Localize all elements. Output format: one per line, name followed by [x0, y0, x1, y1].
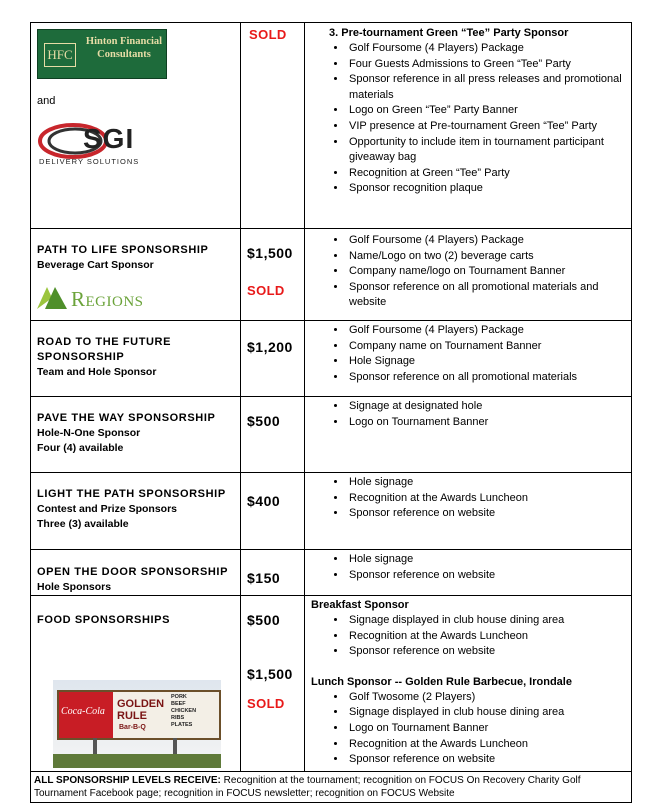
- list-item: • Hole Signage: [347, 354, 627, 370]
- benefits-cell: [305, 23, 632, 229]
- list-item: • Company name on Tournament Banner: [347, 339, 627, 355]
- list-item: • Logo on Tournament Banner: [347, 721, 627, 737]
- hfc-abbr: HFC: [44, 43, 76, 67]
- price: $400: [247, 493, 281, 509]
- list-item: • Sponsor reference on all promotional materials: [347, 370, 627, 386]
- list-item: • Signage displayed in club house dining area: [347, 613, 627, 629]
- benefit-list: [309, 475, 627, 522]
- sponsorship-name-cell: [31, 473, 241, 550]
- list-item: • Sponsor reference in all press releases and promotional materials: [347, 72, 627, 103]
- benefit-list: [309, 233, 627, 311]
- list-item: • Sponsor reference on all promotional materials and website: [347, 280, 627, 311]
- list-item: • Recognition at Green “Tee” Party: [347, 166, 627, 182]
- sold-label: SOLD: [247, 696, 285, 711]
- list-item: • Signage displayed in club house dining area: [347, 705, 627, 721]
- list-item: • Hole signage: [347, 475, 627, 491]
- price-cell: [241, 229, 305, 321]
- footer-cell: [31, 772, 632, 803]
- footer-label: ALL SPONSORSHIP LEVELS RECEIVE:: [34, 775, 221, 786]
- table-row: [31, 229, 632, 321]
- billboard-trees: [53, 754, 221, 768]
- sponsorship-name-cell: [31, 229, 241, 321]
- regions-name: Regions: [71, 287, 144, 311]
- sponsorship-title: OPEN THE DOOR SPONSORSHIP: [37, 566, 229, 578]
- list-item: • Hole signage: [347, 552, 627, 568]
- price: $1,500: [247, 245, 293, 261]
- golden-rule-name: GOLDEN RULE: [117, 698, 165, 722]
- benefits-cell: [305, 229, 632, 321]
- sgi-name: SGI: [83, 123, 135, 154]
- price-cell: [241, 473, 305, 550]
- price-cell: [241, 321, 305, 397]
- list-item: • Signage at designated hole: [347, 399, 627, 415]
- benefit-list: [309, 552, 627, 583]
- price-cell: [241, 596, 305, 772]
- table-row: [31, 772, 632, 803]
- coke-panel: [59, 692, 113, 738]
- sgi-tagline: DELIVERY SOLUTIONS: [39, 157, 140, 166]
- breakfast-heading: Breakfast Sponsor: [311, 599, 409, 611]
- list-item: • Sponsor reference on website: [347, 752, 627, 768]
- sponsor-logos-cell: [31, 23, 241, 229]
- table-row: [31, 23, 632, 229]
- price-cell: [241, 397, 305, 473]
- hfc-logo: [37, 29, 167, 79]
- benefits-cell: [305, 473, 632, 550]
- regions-triangle-icon: [37, 287, 67, 309]
- benefit-list: [309, 399, 627, 430]
- menu-item: BEEF: [171, 701, 186, 707]
- list-item: • Sponsor reference on website: [347, 506, 627, 522]
- table-row: [31, 321, 632, 397]
- menu-item: RIBS: [171, 715, 185, 721]
- menu-item: PORK: [171, 694, 187, 700]
- breakfast-list: [311, 613, 627, 660]
- price-cell: [241, 550, 305, 596]
- list-item: • Recognition at the Awards Luncheon: [347, 629, 627, 645]
- sponsorship-title: PATH TO LIFE SPONSORSHIP: [37, 244, 209, 256]
- price: $150: [247, 570, 281, 586]
- list-item: • Sponsor recognition plaque: [347, 181, 627, 197]
- sponsorship-table: [30, 22, 632, 803]
- list-item: • VIP presence at Pre-tournament Green “Tee” Party: [347, 119, 627, 135]
- list-item: • Opportunity to include item in tournament participant giveaway bag: [347, 135, 627, 166]
- billboard-sign: [57, 690, 221, 740]
- sponsorship-title: ROAD TO THE FUTURE SPONSORSHIP: [37, 336, 172, 363]
- benefits-cell: [305, 596, 632, 772]
- sponsorship-name-cell: [31, 550, 241, 596]
- table-row: [31, 397, 632, 473]
- sold-label: SOLD: [249, 27, 287, 42]
- list-item: • Recognition at the Awards Luncheon: [347, 491, 627, 507]
- list-item: • Sponsor reference on website: [347, 644, 627, 660]
- benefit-list: [309, 323, 627, 385]
- menu-panel: [171, 694, 215, 729]
- menu-item: PLATES: [171, 722, 193, 728]
- list-item: • Four Guests Admissions to Green “Tee” Party: [347, 57, 627, 73]
- sponsorship-title: LIGHT THE PATH SPONSORSHIP: [37, 488, 226, 500]
- benefits-cell: [305, 550, 632, 596]
- price: $1,200: [247, 339, 293, 355]
- lunch-list: [311, 690, 627, 768]
- sponsorship-subtitle: Hole Sponsors: [37, 581, 112, 593]
- lunch-heading: Lunch Sponsor -- Golden Rule Barbecue, Irondale: [311, 675, 572, 688]
- sponsorship-subtitle: Contest and Prize Sponsors: [37, 503, 178, 515]
- sgi-logo: [37, 119, 167, 169]
- sold-label: SOLD: [247, 283, 285, 298]
- hfc-name: Hinton Financial Consultants: [85, 36, 163, 60]
- golden-rule-sub: Bar-B-Q: [119, 724, 146, 731]
- benefits-cell: [305, 321, 632, 397]
- list-item: • Sponsor reference on website: [347, 568, 627, 584]
- sponsorship-subtitle: Hole-N-One Sponsor: [37, 427, 141, 439]
- golden-rule-billboard: [53, 680, 221, 768]
- sponsorship-name-cell: [31, 596, 241, 772]
- sponsorship-subtitle: Beverage Cart Sponsor: [37, 259, 154, 271]
- menu-item: CHICKEN: [171, 708, 197, 714]
- list-item: • Golf Foursome (4 Players) Package: [347, 41, 627, 57]
- and-text: and: [37, 95, 56, 107]
- list-item: • Company name/logo on Tournament Banner: [347, 264, 627, 280]
- price-breakfast: $500: [247, 612, 281, 628]
- list-item: • Logo on Tournament Banner: [347, 415, 627, 431]
- price: $500: [247, 413, 281, 429]
- table-row: [31, 550, 632, 596]
- sponsorship-availability: Three (3) available: [37, 518, 129, 530]
- list-item: • Name/Logo on two (2) beverage carts: [347, 249, 627, 265]
- sponsorship-title: FOOD SPONSORSHIPS: [37, 614, 171, 626]
- list-item: • Logo on Green “Tee” Party Banner: [347, 103, 627, 119]
- benefit-heading: 3. Pre-tournament Green “Tee” Party Sponsor: [329, 27, 569, 39]
- footer-text: Recognition at the tournament; recognition on FOCUS On Recovery Charity Golf Tournament Facebook page; recognition in FOCUS newsletter; recognition on FOCUS Website: [34, 775, 581, 799]
- coke-brand: Coca-Cola: [61, 706, 105, 717]
- list-item: • Recognition at the Awards Luncheon: [347, 737, 627, 753]
- list-item: • Golf Foursome (4 Players) Package: [347, 323, 627, 339]
- sponsorship-name-cell: [31, 397, 241, 473]
- sponsorship-name-cell: [31, 321, 241, 397]
- list-item: • Golf Twosome (2 Players): [347, 690, 627, 706]
- price-cell: [241, 23, 305, 229]
- sponsorship-subtitle: Team and Hole Sponsor: [37, 366, 157, 378]
- benefit-list: [309, 41, 627, 197]
- benefits-cell: [305, 397, 632, 473]
- price-lunch: $1,500: [247, 666, 293, 682]
- sponsorship-availability: Four (4) available: [37, 442, 124, 454]
- list-item: • Golf Foursome (4 Players) Package: [347, 233, 627, 249]
- table-row: [31, 473, 632, 550]
- sponsorship-title: PAVE THE WAY SPONSORSHIP: [37, 412, 216, 424]
- table-row: [31, 596, 632, 772]
